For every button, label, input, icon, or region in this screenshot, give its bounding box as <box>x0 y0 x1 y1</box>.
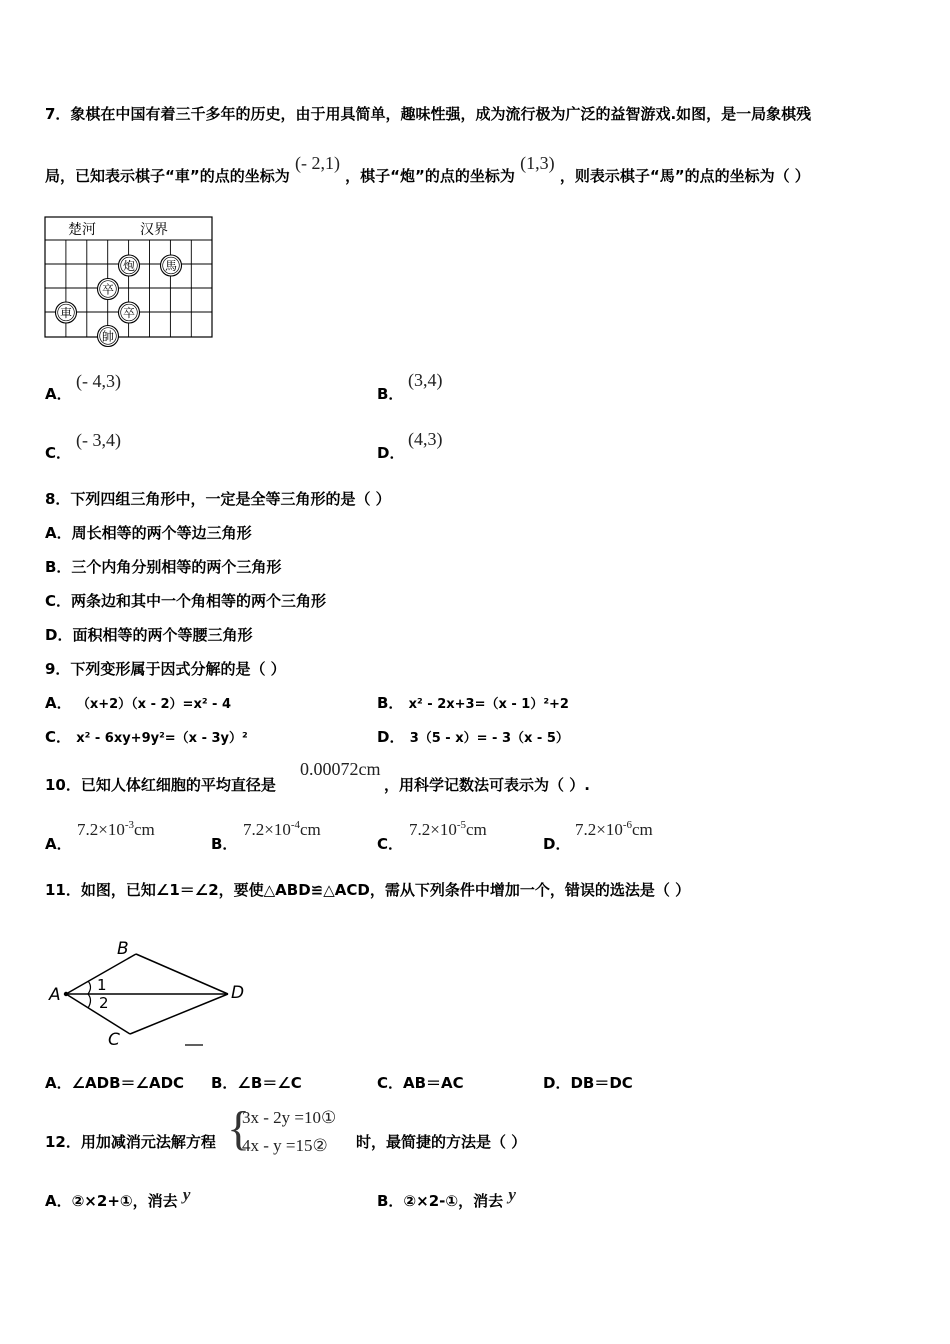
chess-piece-label: 炮 <box>122 259 136 273</box>
kite-figure <box>44 932 264 1052</box>
q7-option-d-label: D． <box>377 444 405 462</box>
q10-option-d-unit: cm <box>632 820 653 839</box>
q8-option-a[interactable]: A．周长相等的两个等边三角形 <box>45 524 252 542</box>
chess-piece <box>119 302 140 323</box>
q10-value: 0.00072cm <box>300 759 381 779</box>
board-river-right: 汉界 <box>140 222 168 238</box>
q11-stem: 11．如图，已知∠1＝∠2，要使△ABD≌△ACD，需从下列条件中增加一个，错误的选法是（ ） <box>45 881 691 899</box>
q7-stem-line2 <box>45 153 810 186</box>
q12-option-a[interactable] <box>45 1185 191 1211</box>
q9-option-a-label: A． <box>45 694 72 712</box>
angle-1-label: 1 <box>97 976 107 994</box>
q9-option-c-label: C． <box>45 728 72 746</box>
chess-piece <box>119 255 140 276</box>
q10-option-b-mantissa: 7.2×10 <box>243 820 291 839</box>
q9-option-d-text: 3（5 - x）= - 3（x - 5） <box>409 731 569 746</box>
vertex-b-label: B <box>117 939 129 959</box>
q7-stem-part-a: 局，已知表示棋子“車”的点的坐标为 <box>45 167 290 185</box>
q10-option-a-value <box>77 820 155 840</box>
q10-option-c-exponent: -5 <box>456 819 467 831</box>
q10-option-b-label[interactable]: B． <box>211 835 238 853</box>
q10-option-b-exponent: -4 <box>290 819 301 831</box>
q9-option-b-label: B． <box>377 694 404 712</box>
chess-piece-label: 卒 <box>101 282 115 297</box>
q9-option-c-text: x² - 6xy+9y²=（x - 3y）² <box>76 731 248 746</box>
q7-option-a[interactable] <box>45 383 72 404</box>
q8-stem: 8．下列四组三角形中，一定是全等三角形的是（ ） <box>45 490 391 508</box>
q7-option-c[interactable] <box>45 442 71 463</box>
q12-stem-b: 时，最简捷的方法是（ ） <box>356 1133 527 1151</box>
q10-option-c-unit: cm <box>466 820 487 839</box>
vertex-d-label: D <box>231 983 245 1003</box>
q7-option-c-value: (- 3,4) <box>76 430 121 450</box>
q7-option-b-label: B． <box>377 385 404 403</box>
q9-option-a-text: （x+2）（x - 2）=x² - 4 <box>76 697 232 712</box>
q7-stem-part-c: ，则表示棋子“馬”的点的坐标为（ ） <box>559 167 810 185</box>
q10-option-a-unit: cm <box>134 820 155 839</box>
q7-option-b[interactable] <box>377 383 403 404</box>
q9-option-b[interactable] <box>377 692 569 713</box>
q10-option-d-value <box>575 820 653 840</box>
vertex-c-label: C <box>108 1030 120 1050</box>
q7-option-d[interactable] <box>377 442 404 463</box>
q7-option-b-value: (3,4) <box>408 370 443 390</box>
q7-coord-pao: (1,3) <box>520 153 555 173</box>
q9-stem: 9．下列变形属于因式分解的是（ ） <box>45 660 286 678</box>
q8-option-b[interactable]: B．三个内角分别相等的两个三角形 <box>45 558 282 576</box>
q10-option-d-exponent: -6 <box>622 819 633 831</box>
q12-option-b-variable: y <box>508 1185 516 1204</box>
q10-stem-a: 10．已知人体红细胞的平均直径是 <box>45 776 276 794</box>
chess-piece-label: 車 <box>59 306 73 320</box>
chess-piece <box>98 326 119 347</box>
q12-option-a-variable: y <box>182 1185 191 1204</box>
q9-option-c[interactable] <box>45 726 248 747</box>
q11-option-a[interactable]: A．∠ADB＝∠ADC <box>45 1074 185 1092</box>
q10-option-b-value <box>243 820 321 840</box>
q7-stem-part-b: ，棋子“炮”的点的坐标为 <box>345 167 515 185</box>
q11-option-d[interactable]: D．DB＝DC <box>543 1074 633 1092</box>
q11-option-b[interactable]: B．∠B＝∠C <box>211 1074 302 1092</box>
chess-piece <box>56 302 77 323</box>
chess-piece <box>98 279 119 300</box>
q8-option-c[interactable]: C．两条边和其中一个角相等的两个三角形 <box>45 592 327 610</box>
chess-piece-label: 卒 <box>122 306 136 320</box>
q9-option-b-text: x² - 2x+3=（x - 1）²+2 <box>408 697 569 712</box>
q7-coord-che: (- 2,1) <box>294 153 340 173</box>
q10-option-c-value <box>409 820 487 840</box>
q7-option-a-label: A． <box>45 385 72 403</box>
q7-option-c-label: C． <box>45 444 72 462</box>
q10-option-a-mantissa: 7.2×10 <box>77 820 125 839</box>
q12-stem-a: 12．用加减消元法解方程 <box>45 1133 216 1151</box>
chess-piece-label: 帥 <box>101 329 115 344</box>
chess-board-figure <box>44 216 214 352</box>
q10-option-d-label[interactable]: D． <box>543 835 571 853</box>
q10-option-b-unit: cm <box>300 820 321 839</box>
board-river-left: 楚河 <box>68 222 96 238</box>
q9-option-d-label: D． <box>377 728 405 746</box>
q10-stem-b: ，用科学记数法可表示为（ ）. <box>384 776 590 794</box>
q7-option-a-value: (- 4,3) <box>76 371 121 391</box>
q10-option-d-mantissa: 7.2×10 <box>575 820 623 839</box>
q7-stem-line1: 7．象棋在中国有着三千多年的历史，由于用具简单，趣味性强，成为流行极为广泛的益智游戏.如图，是一局象棋残 <box>45 105 812 123</box>
q10-option-a-exponent: -3 <box>124 819 135 831</box>
q10-option-a-label[interactable]: A． <box>45 835 72 853</box>
q12-option-b[interactable] <box>377 1185 516 1211</box>
q9-option-d[interactable] <box>377 726 569 747</box>
chess-piece-label: 馬 <box>164 259 178 273</box>
q12-option-b-text: B．②×2-①，消去 <box>377 1192 504 1210</box>
equation-brace: { <box>227 1102 251 1155</box>
q10-option-c-mantissa: 7.2×10 <box>409 820 457 839</box>
q7-option-d-value: (4,3) <box>408 429 443 449</box>
angle-2-label: 2 <box>99 994 109 1012</box>
q9-option-a[interactable] <box>45 692 231 713</box>
q12-equation-2: 4x - y =15② <box>242 1136 328 1155</box>
q10-option-c-label[interactable]: C． <box>377 835 404 853</box>
chess-piece <box>161 255 182 276</box>
q12-equation-1: 3x - 2y =10① <box>242 1108 337 1127</box>
q8-option-d[interactable]: D．面积相等的两个等腰三角形 <box>45 626 253 644</box>
q11-option-c[interactable]: C．AB＝AC <box>377 1074 464 1092</box>
vertex-a-label: A <box>49 985 61 1005</box>
q12-option-a-text: A．②×2+①，消去 <box>45 1192 178 1210</box>
